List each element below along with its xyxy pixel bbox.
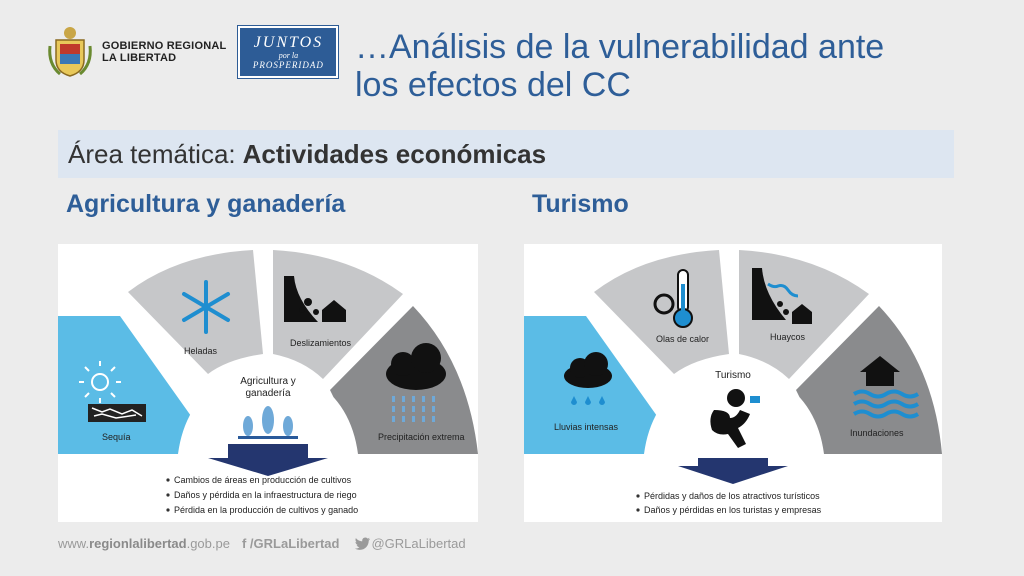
segment-label-heladas: Heladas <box>184 346 218 356</box>
segment-label-inundaciones: Inundaciones <box>850 428 904 438</box>
center-label-line1: Agricultura y <box>240 376 296 387</box>
bullet-item: Pérdidas y daños de los atractivos turísticos <box>644 491 820 501</box>
twitter-handle[interactable]: @GRLaLibertad <box>355 536 465 551</box>
segment-label-deslizamientos: Deslizamientos <box>290 338 352 348</box>
slogan-logo: JUNTOS por la PROSPERIDAD <box>238 26 338 78</box>
website-link[interactable]: www.regionlalibertad.gob.pe <box>58 536 230 551</box>
tourism-heading: Turismo <box>532 190 629 218</box>
agriculture-heading: Agricultura y ganadería <box>66 190 346 218</box>
center-label: Turismo <box>715 370 751 381</box>
segment-label-olas-calor: Olas de calor <box>656 334 710 344</box>
bullet-item: Daños y pérdidas en los turistas y empresas <box>644 505 822 515</box>
center-label-line2: ganadería <box>245 388 291 399</box>
bullet-item: Daños y pérdida en la infraestructura de riego <box>174 490 357 500</box>
thematic-area-value: Actividades económicas <box>242 138 547 169</box>
segment-label-sequia: Sequía <box>102 432 131 442</box>
thematic-area-bar <box>58 130 954 178</box>
agriculture-infographic <box>58 244 478 522</box>
bullet-item: Pérdida en la producción de cultivos y ganado <box>174 505 359 515</box>
thematic-area-label: Área temática: <box>68 138 236 169</box>
footer <box>58 536 466 551</box>
segment-label-huaycos: Huaycos <box>770 332 806 342</box>
facebook-handle[interactable]: f /GRLaLibertad <box>241 536 340 551</box>
tourism-infographic <box>524 244 942 522</box>
segment-label-precipitacion: Precipitación extrema <box>378 432 465 442</box>
down-arrow-icon <box>678 458 788 484</box>
bullet-item: Cambios de áreas en producción de cultivos <box>174 475 352 485</box>
regional-crest-logo <box>46 24 94 80</box>
slide-title: …Análisis de la vulnerabilidad ante los efectos del CC <box>355 28 885 104</box>
twitter-icon <box>355 537 371 551</box>
segment-label-lluvias: Lluvias intensas <box>554 422 619 432</box>
org-name: GOBIERNO REGIONAL LA LIBERTAD <box>102 40 227 64</box>
logo-block <box>46 24 338 80</box>
